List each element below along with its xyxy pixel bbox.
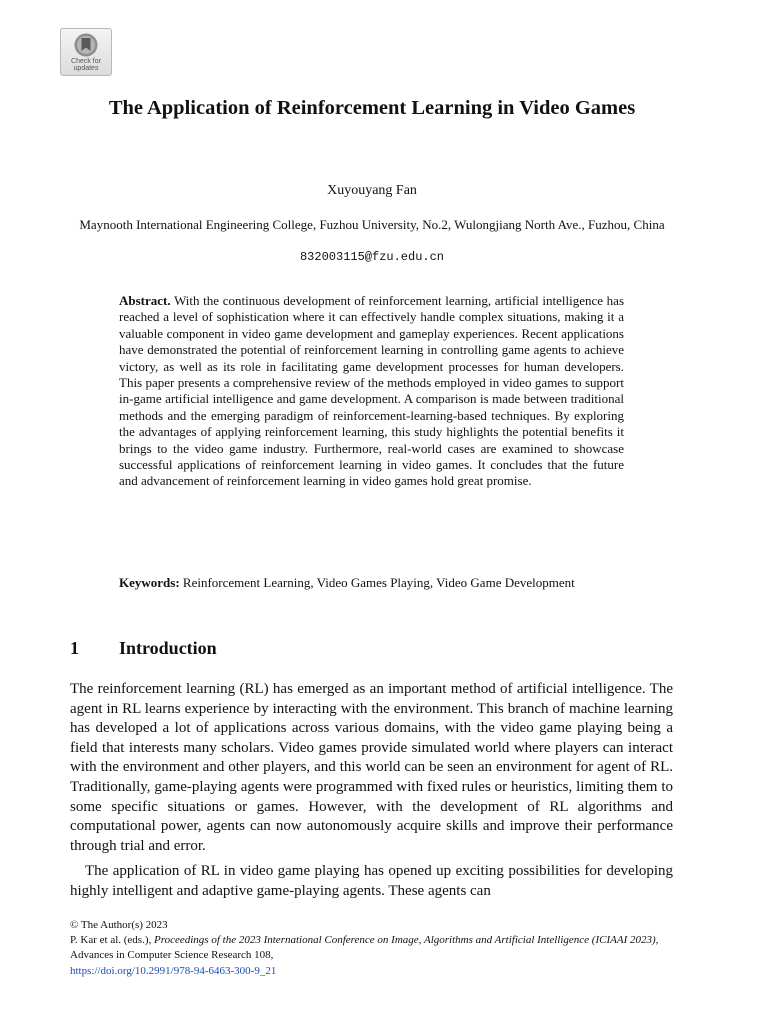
abstract-text: With the continuous development of reinforcement learning, artificial intelligence has reached a level of sophistication where it can effectively handle complex situations, making it a valuable component in video game development and gameplay experiences. Recent applications have demonstrated the potential of reinforcement learning in controlling game agents to achieve victory, as well as its role in facilitating game development processes for human developers. This paper presents a comprehensive review of the methods employed in video games to support in-game artificial intelligence and game development. A comparison is made between traditional methods and the emerging paradigm of reinforcement-learning-based techniques. By exploring the advantages of applying reinforcement learning, this study highlights the potential benefits it brings to the video game industry. Furthermore, real-world cases are examined to showcase successful applications of reinforcement learning in video games. It concludes that the future and advancement of reinforcement learning in video games hold great promise.: [119, 293, 625, 489]
author-email[interactable]: 832003115@fzu.edu.cn: [299, 250, 445, 264]
badge-line-2: updates: [73, 65, 99, 72]
proceedings-title: Proceedings of the 2023 International Conference on Image, Algorithms and Artificial Intelligence (ICIAAI 2023): [154, 934, 656, 947]
body-paragraph-2: The application of RL in video game playing has opened up exciting possibilities for developing highly intelligent and adaptive game-playing agents. These agents can: [70, 863, 673, 899]
bookmark-circle-icon: [72, 32, 100, 58]
keywords-text: Reinforcement Learning, Video Games Playing, Video Game Development: [182, 575, 575, 590]
footer: [70, 918, 680, 979]
section-heading: [70, 638, 217, 659]
abstract-label: Abstract.: [119, 293, 171, 308]
citation: [70, 933, 680, 963]
keywords-label: Keywords:: [119, 575, 180, 590]
badge-line-1: Check for: [71, 58, 101, 65]
copyright-notice: © The Author(s) 2023: [70, 919, 168, 931]
doi-link[interactable]: https://doi.org/10.2991/978-94-6463-300-9_21: [70, 964, 277, 977]
paper-title: The Application of Reinforcement Learning in Video Games: [108, 97, 636, 119]
series-info: , Advances in Computer Science Research 108,: [70, 934, 659, 962]
author-name: Xuyouyang Fan: [327, 183, 417, 198]
section-title: Introduction: [119, 638, 217, 658]
keywords: [119, 575, 624, 592]
body-paragraph-1: The reinforcement learning (RL) has emerged as an important method of artificial intelligence. The agent in RL learns experience by interacting with the environment. This branch of machine learning has developed a lot of applications across various domains, with the video game playing being a field that interests many scholars. Video games provide simulated world where players can interact with the environment and other players, and this world can be seen an environment for agent of RL. Traditionally, game-playing agents were programmed with fixed rules or heuristics, limiting them to some specific situations or games. However, with the development of RL algorithms and computational power, agents can now autonomously acquire skills and improve their performance through trial and error.: [70, 681, 673, 854]
author-affiliation: Maynooth International Engineering College, Fuzhou University, No.2, Wulongjiang North Ave., Fuzhou, China: [79, 217, 665, 232]
abstract: [119, 293, 624, 490]
check-for-updates-badge[interactable]: [60, 28, 112, 76]
citation-editors: P. Kar et al. (eds.),: [70, 934, 152, 947]
section-number: 1: [70, 638, 79, 658]
